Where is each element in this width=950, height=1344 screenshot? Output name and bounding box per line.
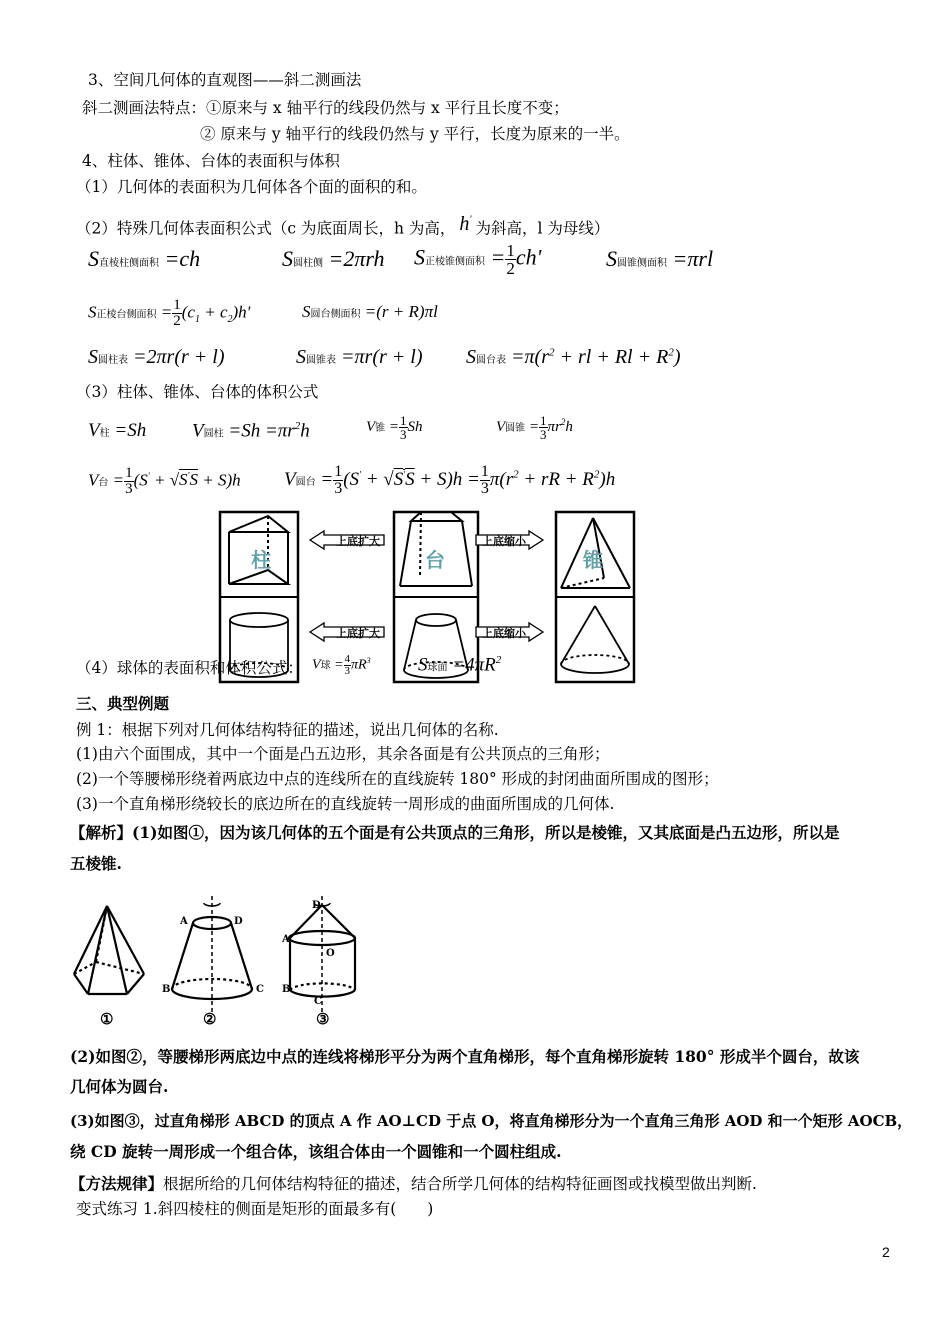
arrow-label-enlarge-bottom: 上底扩大 <box>336 627 380 640</box>
fig3-label: ③ <box>316 1010 330 1028</box>
sub-s1: 直棱柱侧面积 <box>99 258 159 269</box>
sec3-feature-1: 斜二测画法特点：①原来与 x 轴平行的线段仍然与 x 平行且长度不变； <box>82 99 569 117</box>
fig3-composite <box>289 896 355 1012</box>
sub-ball-v: 球 <box>320 660 331 672</box>
formula-cylinder-lateral: S圆柱侧 =2πrh <box>282 246 385 271</box>
ball-surface: S球面 $=4\pi R^2$ <box>418 654 502 676</box>
fig2-point-B: B <box>162 984 171 995</box>
sub-s9: 圆台表 <box>476 355 506 366</box>
analysis-label: 【解析】 <box>70 823 133 842</box>
sub-v5: 台 <box>98 477 109 489</box>
sec3-feature-2: ② 原来与 y 轴平行的线段仍然与 y 平行，长度为原来的一半。 <box>200 125 630 143</box>
analysis-1a-text: (1)如图①，因为该几何体的五个面是有公共顶点的三角形，所以是棱锥，又其底面是凸五边形，所以是 <box>132 823 840 842</box>
sub-s3: 正棱锥侧面积 <box>425 256 485 268</box>
sub-v4: 圆锥 <box>505 422 526 434</box>
fig2-point-A: A <box>180 916 188 927</box>
arrow-label-shrink-top: 上底缩小 <box>482 535 526 548</box>
h-prime-letter: h <box>459 212 470 235</box>
formula-pyramid-lateral: S正棱锥侧面积 = $\frac{1}{2}$ ch' <box>414 241 542 278</box>
page-number: 2 <box>882 1244 890 1260</box>
volume-prism: V柱 =Sh <box>88 420 147 441</box>
analysis-3a: (3)如图③，过直角梯形 ABCD 的顶点 A 作 AO⊥CD 于点 O，将直角梯形分为一个直角三角形 AOD 和一个矩形 AOCB， <box>70 1112 913 1130</box>
analysis-3b: 绕 CD 旋转一周形成一个组合体，该组合体由一个圆锥和一个圆柱组成. <box>70 1142 562 1161</box>
analysis-1b: 五棱锥. <box>70 854 122 873</box>
fig3-point-D: D <box>312 900 321 911</box>
example1-item1: (1)由六个面围成，其中一个面是凸五边形，其余各面是有公共顶点的三角形； <box>76 745 610 763</box>
example1-item2: (2)一个等腰梯形绕着两底边中点的连线所在的直线旋转 180° 形成的封闭曲面所围成的图形； <box>76 770 719 788</box>
fig3-point-C: C <box>314 996 322 1007</box>
volume-pyramid: V锥 = $\frac{1}{3}$ Sh <box>366 413 423 442</box>
sec4-p4: （4）球体的表面积和体积公式： <box>76 659 303 677</box>
volume-cone: V圆锥 = $\frac{1}{3}$ $\pi r^2h$ <box>496 413 573 442</box>
fig3-point-B: B <box>282 984 291 995</box>
fig1-label: ① <box>100 1010 114 1028</box>
example1: 例 1：根据下列对几何体结构特征的描述，说出几何体的名称. <box>76 721 499 739</box>
sub-s2: 圆柱侧 <box>293 258 323 269</box>
fig2-point-D: D <box>234 916 243 927</box>
fig3-point-O: O <box>326 948 335 959</box>
formula-frustum-total: S圆台表 $=\pi(r^2$ + rl + $Rl + R^2$) <box>466 346 681 368</box>
fig2-frustum <box>172 896 252 1012</box>
formula-prism-lateral: S直棱柱侧面积 =ch <box>88 246 201 271</box>
sec4-title: 4、柱体、锥体、台体的表面积与体积 <box>82 152 340 170</box>
method-text: 根据所给的几何体结构特征的描述，结合所学几何体的结构特征画图或找模型做出判断. <box>163 1175 757 1193</box>
label-zhui: 锥 <box>583 548 603 572</box>
ball-volume: V球 = $\frac{4}{3}$ $\pi R^3$ <box>312 653 371 677</box>
formula-cylinder-total: S圆柱表 =2πr(r + l) <box>88 346 225 368</box>
analysis-2b: 几何体为圆台. <box>70 1077 169 1096</box>
section3-heading: 三、典型例题 <box>76 694 170 713</box>
label-tai: 台 <box>425 548 445 572</box>
arrow-label-shrink-bottom: 上底缩小 <box>482 627 526 640</box>
sub-v2: 圆柱 <box>203 428 224 440</box>
method-label: 【方法规律】 <box>70 1174 164 1193</box>
sub-s5: 正棱台侧面积 <box>96 309 157 321</box>
sub-v6: 圆台 <box>295 476 316 488</box>
arrow-label-enlarge-top: 上底扩大 <box>336 535 380 548</box>
sub-s4: 圆锥侧面积 <box>617 258 667 269</box>
sub-s6: 圆台侧面积 <box>310 309 361 320</box>
volume-frustum: V台 = $\frac{1}{3}$ (S' + √S'S + S)h <box>88 465 241 497</box>
formula-frustum-cone-lateral: S圆台侧面积 =(r + R)πl <box>302 302 438 321</box>
sub-v3: 锥 <box>375 422 386 434</box>
sec4-p1: （1）几何体的表面积为几何体各个面的面积的和。 <box>76 178 427 196</box>
sec4-p3: （3）柱体、锥体、台体的体积公式 <box>76 383 319 401</box>
volume-frustum-cone: V圆台 = $\frac{1}{3}$ (S' + √S'S + S)h = $\frac{1}{3}$ $\pi(r^2$ + rR + $R^2)h$ <box>284 463 616 497</box>
method-rule <box>70 1174 757 1194</box>
example1-item3: (3)一个直角梯形绕较长的底边所在的直线旋转一周形成的曲面所围成的几何体. <box>76 795 615 813</box>
variant-exercise: 变式练习 1.斜四棱柱的侧面是矩形的面最多有( ) <box>76 1200 434 1218</box>
sub-s8: 圆锥表 <box>306 355 336 366</box>
fig3-point-A: A <box>282 934 290 945</box>
sec4-p2-tail: 为斜高，l 为母线） <box>475 219 610 238</box>
fig1-pyramid <box>74 906 144 994</box>
volume-cylinder: V圆柱 $=Sh =\pi r^2h$ <box>192 420 310 442</box>
sec3-title: 3、空间几何体的直观图——斜二测画法 <box>88 71 362 89</box>
fig2-point-C: C <box>256 984 264 995</box>
sec4-p2-text: （2）特殊几何体表面积公式（c 为底面周长，h 为高， <box>76 219 456 238</box>
label-zhu: 柱 <box>251 548 271 572</box>
sub-ball-s: 球面 <box>427 662 448 674</box>
sub-v1: 柱 <box>99 428 110 439</box>
sub-s7: 圆柱表 <box>98 355 128 366</box>
fig2-label: ② <box>203 1010 217 1028</box>
analysis-2a: (2)如图②，等腰梯形两底边中点的连线将梯形平分为两个直角梯形，每个直角梯形旋转 180° 形成半个圆台，故该 <box>70 1047 860 1066</box>
h-prime: h' <box>459 212 472 235</box>
formula-cone-lateral: S圆锥侧面积 =πrl <box>606 246 714 271</box>
formula-frustum-pyramid-lateral: S正棱台侧面积 = $\frac{1}{2}$ $(c_1 + c_2)h'$ <box>88 297 251 329</box>
formula-cone-total: S圆锥表 =πr(r + l) <box>296 346 423 368</box>
